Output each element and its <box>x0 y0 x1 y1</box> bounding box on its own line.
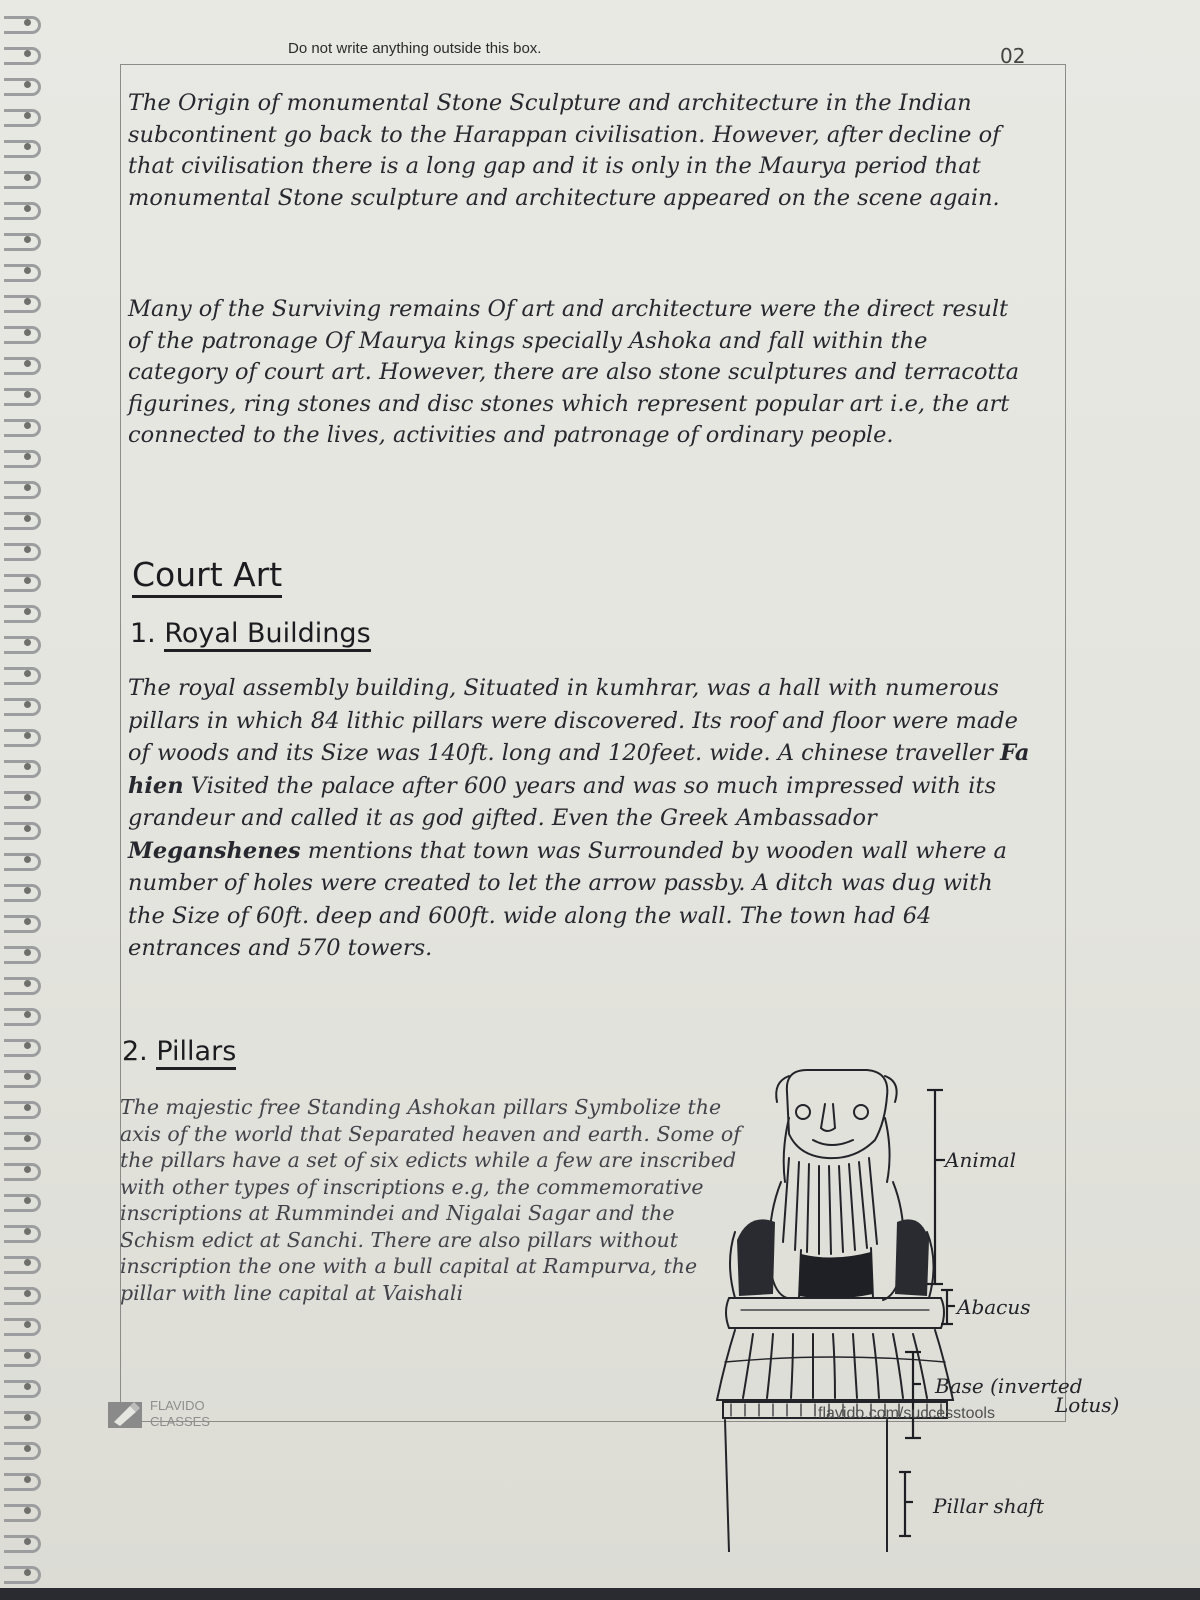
spiral-coil <box>4 264 41 282</box>
spiral-coil <box>4 853 41 871</box>
punch-hole <box>24 825 31 832</box>
pillars-heading <box>122 1036 236 1067</box>
flavido-logo-icon <box>108 1398 144 1430</box>
label-animal: Animal <box>945 1148 1017 1172</box>
section-number: 1. <box>130 618 156 649</box>
pillar-capital-drawing <box>715 1062 1115 1552</box>
spiral-coil <box>4 1070 41 1088</box>
punch-hole <box>24 1476 31 1483</box>
surviving-remains-paragraph: Many of the Surviving remains Of art and architecture were the direct result of the patronage Of Maurya kings specially Ashoka and fall within the category of court art. However, there are also stone sculptures and terracotta figurines, ring stones and disc stones which represent popular art i.e, the art connected to the lives, activities and patronage of ordinary people. <box>128 296 1020 448</box>
punch-hole <box>24 794 31 801</box>
spiral-coil <box>4 1101 41 1119</box>
punch-hole <box>24 1538 31 1545</box>
punch-hole <box>24 1321 31 1328</box>
page-number: 02 <box>1000 44 1026 68</box>
punch-hole <box>24 980 31 987</box>
spiral-coil <box>4 884 41 902</box>
punch-hole <box>24 360 31 367</box>
spiral-coil <box>4 388 41 406</box>
punch-hole <box>24 1042 31 1049</box>
spiral-coil <box>4 1411 41 1429</box>
spiral-coil <box>4 1566 41 1584</box>
punch-hole <box>24 949 31 956</box>
header-instruction: Do not write anything outside this box. <box>288 40 542 57</box>
punch-hole <box>24 1197 31 1204</box>
punch-hole <box>24 329 31 336</box>
punch-hole <box>24 1290 31 1297</box>
spiral-coil <box>4 78 41 96</box>
label-abacus: Abacus <box>957 1295 1031 1319</box>
punch-hole <box>24 205 31 212</box>
spiral-coil <box>4 1349 41 1367</box>
spiral-coil <box>4 977 41 995</box>
label-base-lotus: Lotus) <box>1055 1393 1120 1417</box>
punch-hole <box>24 1166 31 1173</box>
punch-hole <box>24 1383 31 1390</box>
spiral-coil <box>4 1318 41 1336</box>
punch-hole <box>24 174 31 181</box>
punch-hole <box>24 918 31 925</box>
pillars-paragraph: The majestic free Standing Ashokan pillars Symbolize the axis of the world that Separated heaven and earth. Some of the pillars have a set of six edicts while a few are inscribed with other types of inscriptions e.g, the commemorative inscriptions at Rummindei and Nigalai Sagar and the Schism edict at Sanchi. There are also pillars without inscription the one with a bull capital at Rampurva, the pillar with line capital at Vaishali <box>120 1095 741 1305</box>
punch-hole <box>24 81 31 88</box>
spiral-coil <box>4 1132 41 1150</box>
punch-hole <box>24 236 31 243</box>
punch-hole <box>24 1228 31 1235</box>
paragraph-text: mentions that town was Surrounded by wooden wall where a number of holes were created to let the arrow passby. A ditch was dug with the Size of 60ft. deep and 600ft. wide along the wall. The town had 64 entrances and 570 towers. <box>128 837 1007 961</box>
spiral-coil <box>4 791 41 809</box>
punch-hole <box>24 1073 31 1080</box>
punch-hole <box>24 1135 31 1142</box>
spiral-coil <box>4 171 41 189</box>
spiral-coil <box>4 1194 41 1212</box>
spiral-coil <box>4 1504 41 1522</box>
punch-hole <box>24 484 31 491</box>
spiral-coil <box>4 450 41 468</box>
spiral-coil <box>4 202 41 220</box>
spiral-coil <box>4 822 41 840</box>
punch-hole <box>24 298 31 305</box>
punch-hole <box>24 546 31 553</box>
spiral-coil <box>4 543 41 561</box>
punch-hole <box>24 19 31 26</box>
spiral-binding <box>0 0 48 1600</box>
label-base-inverted: Base (inverted <box>935 1374 1083 1398</box>
spiral-coil <box>4 140 41 158</box>
spiral-coil <box>4 1163 41 1181</box>
intro-paragraph: The Origin of monumental Stone Sculpture and architecture in the Indian subcontinent go back to the Harappan civilisation. However, after decline of that civilisation there is a long gap and it is only in the Maurya period that monumental Stone sculpture and architecture appeared on the scene again. <box>128 90 1001 211</box>
paragraph-text: The royal assembly building, Situated in kumhrar, was a hall with numerous pillars in which 84 lithic pillars were discovered. Its roof and floor were made of woods and its Size was 140ft. long and 120feet. wide. A chinese traveller <box>128 675 1018 766</box>
punch-hole <box>24 577 31 584</box>
spiral-coil <box>4 47 41 65</box>
emphasized-name: Meganshenes <box>128 837 301 864</box>
spiral-coil <box>4 1039 41 1057</box>
section-title: Pillars <box>156 1036 236 1070</box>
punch-hole <box>24 267 31 274</box>
watermark-url: flavido.com/successtools <box>818 1405 995 1422</box>
punch-hole <box>24 1352 31 1359</box>
paragraph-text: Visited the palace after 600 years and was so much impressed with its grandeur and called it as god gifted. Even the Greek Ambassador <box>128 772 996 831</box>
spiral-coil <box>4 605 41 623</box>
punch-hole <box>24 732 31 739</box>
court-art-heading: Court Art <box>132 555 282 598</box>
logo-line-1: FLAVIDO <box>150 1398 205 1413</box>
spiral-coil <box>4 1287 41 1305</box>
royal-buildings-heading <box>130 618 371 649</box>
spiral-coil <box>4 667 41 685</box>
logo-wordmark <box>150 1398 210 1430</box>
spiral-coil <box>4 1442 41 1460</box>
spiral-coil <box>4 357 41 375</box>
spiral-coil <box>4 295 41 313</box>
punch-hole <box>24 856 31 863</box>
punch-hole <box>24 887 31 894</box>
punch-hole <box>24 763 31 770</box>
spiral-coil <box>4 1256 41 1274</box>
punch-hole <box>24 50 31 57</box>
punch-hole <box>24 639 31 646</box>
spiral-coil <box>4 915 41 933</box>
logo-line-2: CLASSES <box>150 1414 210 1429</box>
spiral-coil <box>4 233 41 251</box>
spiral-coil <box>4 729 41 747</box>
punch-hole <box>24 670 31 677</box>
punch-hole <box>24 391 31 398</box>
spiral-coil <box>4 419 41 437</box>
spiral-coil <box>4 636 41 654</box>
punch-hole <box>24 1104 31 1111</box>
section-title: Royal Buildings <box>164 618 370 652</box>
spiral-coil <box>4 1008 41 1026</box>
label-pillar-shaft: Pillar shaft <box>933 1494 1044 1518</box>
punch-hole <box>24 1414 31 1421</box>
spiral-coil <box>4 1473 41 1491</box>
spiral-coil <box>4 512 41 530</box>
punch-hole <box>24 143 31 150</box>
punch-hole <box>24 453 31 460</box>
spiral-coil <box>4 109 41 127</box>
spiral-coil <box>4 1535 41 1553</box>
desk-edge <box>0 1588 1200 1600</box>
spiral-coil <box>4 574 41 592</box>
spiral-coil <box>4 946 41 964</box>
punch-hole <box>24 422 31 429</box>
spiral-coil <box>4 1380 41 1398</box>
punch-hole <box>24 1569 31 1576</box>
punch-hole <box>24 112 31 119</box>
spiral-coil <box>4 1225 41 1243</box>
section-number: 2. <box>122 1036 148 1067</box>
spiral-coil <box>4 16 41 34</box>
punch-hole <box>24 1011 31 1018</box>
punch-hole <box>24 1507 31 1514</box>
punch-hole <box>24 515 31 522</box>
spiral-coil <box>4 481 41 499</box>
punch-hole <box>24 1445 31 1452</box>
punch-hole <box>24 701 31 708</box>
royal-buildings-paragraph <box>128 672 1033 965</box>
spiral-coil <box>4 698 41 716</box>
punch-hole <box>24 608 31 615</box>
spiral-coil <box>4 326 41 344</box>
punch-hole <box>24 1259 31 1266</box>
spiral-coil <box>4 760 41 778</box>
emphasized-name: Fa hien <box>128 740 1030 799</box>
